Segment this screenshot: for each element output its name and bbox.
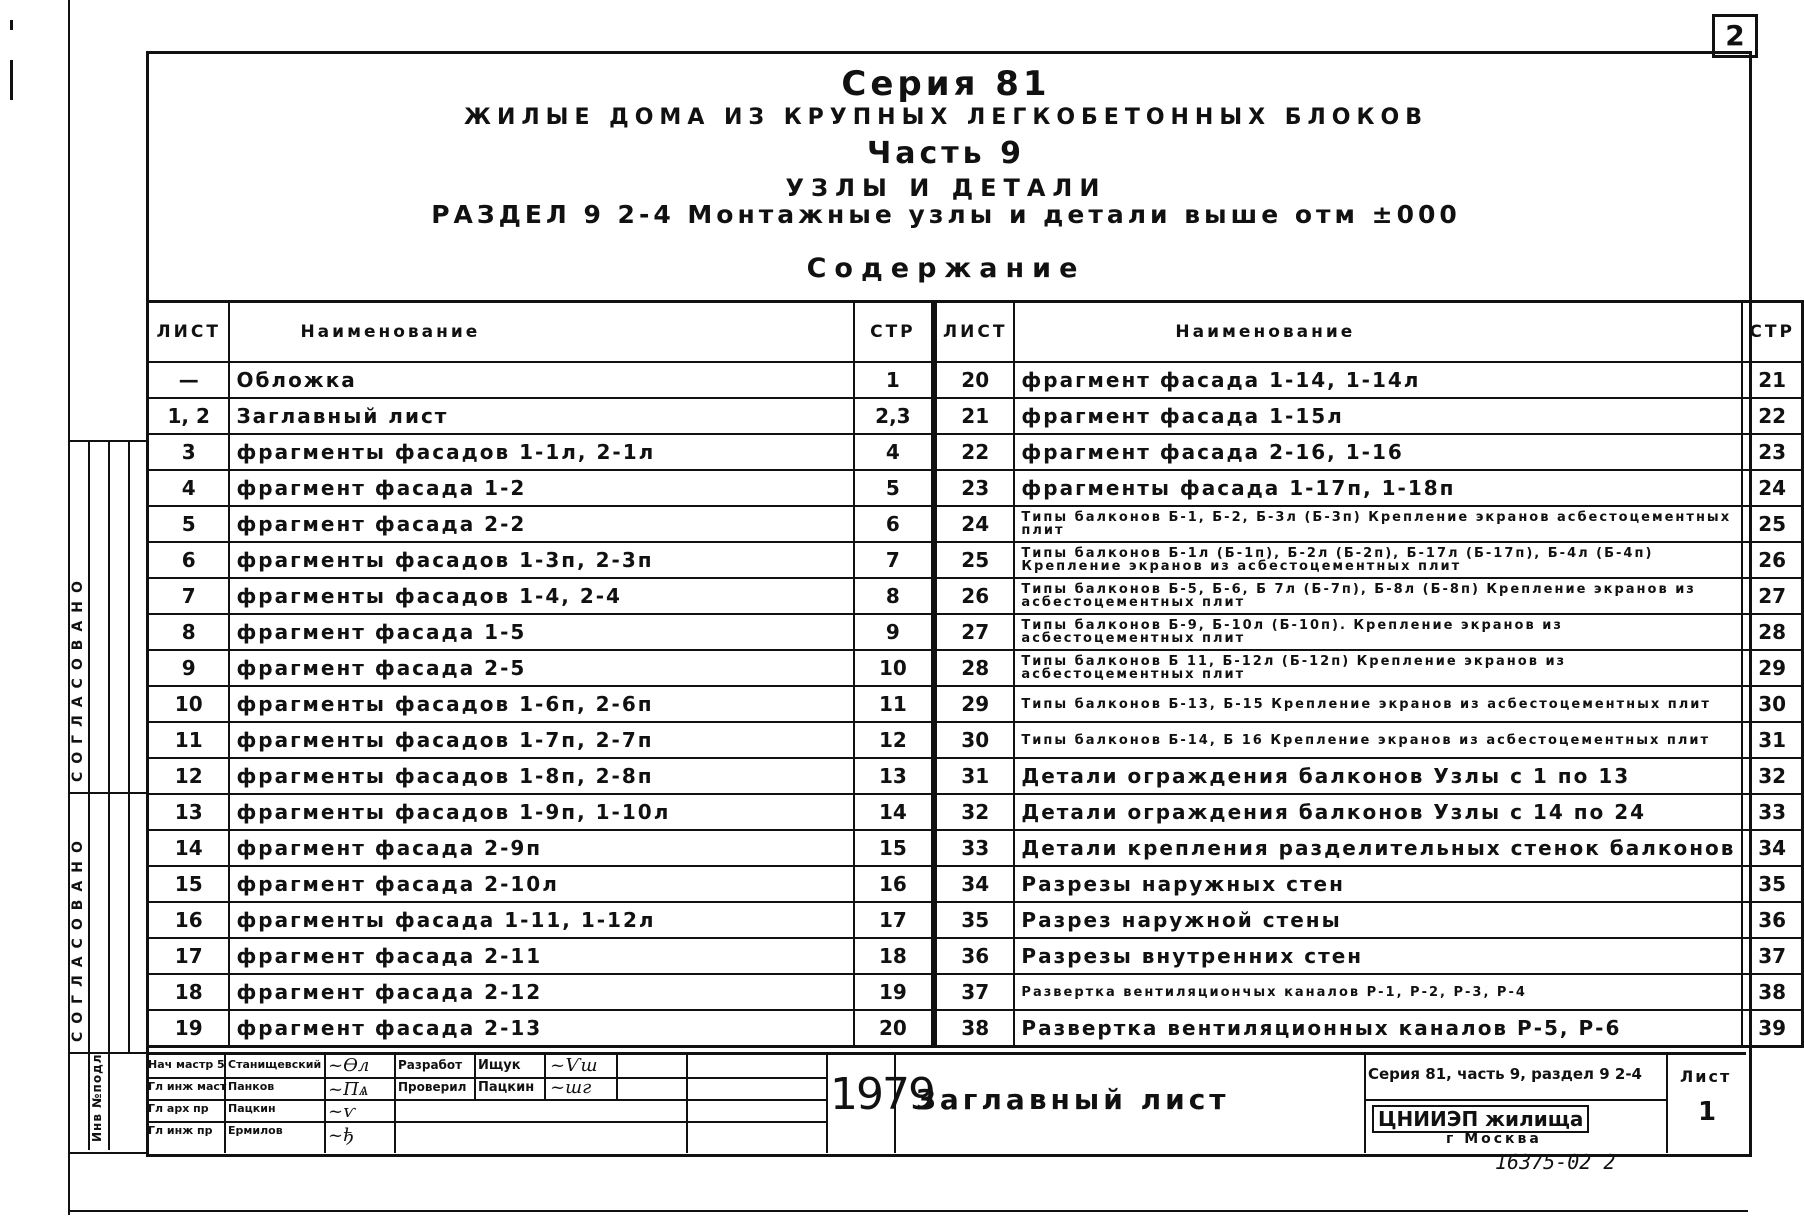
- item-name: Типы балконов Б-1, Б-2, Б-3л (Б-3п) Крепление экранов асбестоцементных плит: [1014, 506, 1742, 542]
- sheet-number: 22: [936, 434, 1015, 470]
- contents-row: [148, 902, 933, 938]
- page-number: 36: [1742, 902, 1802, 938]
- item-name: фрагмент фасада 2-16, 1-16: [1014, 434, 1742, 470]
- staff-name: Панков: [228, 1080, 275, 1093]
- page-number: 2,3: [854, 398, 933, 434]
- page-number: 34: [1742, 830, 1802, 866]
- page-number: 9: [854, 614, 933, 650]
- sheet-number: 29: [936, 686, 1015, 722]
- document-number: 16375-02 2: [1495, 1150, 1616, 1174]
- item-name: фрагменты фасада 1-17п, 1-18п: [1014, 470, 1742, 506]
- contents-row: [936, 578, 1803, 614]
- col-header-name: Наименование: [1014, 302, 1742, 363]
- sheet-number: —: [148, 362, 230, 398]
- col-header-page: СТР: [854, 302, 933, 363]
- sheet-number: 18: [148, 974, 230, 1010]
- sheet-number: 23: [936, 470, 1015, 506]
- page-number: 5: [854, 470, 933, 506]
- page-number: 1: [854, 362, 933, 398]
- contents-row: [936, 434, 1803, 470]
- item-name: Разрезы внутренних стен: [1014, 938, 1742, 974]
- staff-name: Станищевский: [228, 1058, 322, 1071]
- contents-row: [936, 830, 1803, 866]
- contents-row: [936, 794, 1803, 830]
- series-title: Серия 81: [841, 64, 1051, 104]
- signature-4: ~ђ: [328, 1125, 355, 1146]
- sheet-number: 33: [936, 830, 1015, 866]
- page-number: 37: [1742, 938, 1802, 974]
- signature-3: ~ѵ: [328, 1101, 356, 1122]
- page-number: 15: [854, 830, 933, 866]
- item-name: Типы балконов Б-13, Б-15 Крепление экранов из асбестоцементных плит: [1014, 686, 1742, 722]
- staff-role: Гл инж маст: [148, 1080, 227, 1093]
- contents-row: [148, 362, 933, 398]
- item-name: Детали ограждения балконов Узлы с 14 по 24: [1014, 794, 1742, 830]
- contents-row: [148, 1010, 933, 1047]
- item-name: Обложка: [229, 362, 853, 398]
- contents-row: [936, 686, 1803, 722]
- page-number: 6: [854, 506, 933, 542]
- item-name: фрагменты фасадов 1-8п, 2-8п: [229, 758, 853, 794]
- signature-1: ~Ѳл: [328, 1055, 370, 1076]
- item-name: Заглавный лист: [229, 398, 853, 434]
- sheet-number: 27: [936, 614, 1015, 650]
- page-number: 12: [854, 722, 933, 758]
- sheet-number: 14: [148, 830, 230, 866]
- col-header-page: СТР: [1742, 302, 1802, 363]
- signature-6: ~шг: [550, 1077, 592, 1098]
- signature-5: ~Ѵш: [550, 1055, 598, 1076]
- item-name: Детали крепления разделительных стенок балконов: [1014, 830, 1742, 866]
- page-number: 13: [854, 758, 933, 794]
- contents-title: Содержание: [806, 253, 1086, 284]
- sheet-number: 36: [936, 938, 1015, 974]
- margin-mark: [10, 20, 13, 30]
- sheet-number: 28: [936, 650, 1015, 686]
- subject-title: ЖИЛЫЕ ДОМА ИЗ КРУПНЫХ ЛЕГКОБЕТОННЫХ БЛОКОВ: [464, 105, 1428, 130]
- contents-row: [148, 686, 933, 722]
- item-name: фрагменты фасадов 1-6п, 2-6п: [229, 686, 853, 722]
- sheet-title: Заглавный лист: [916, 1083, 1230, 1116]
- sheet-number: 38: [936, 1010, 1015, 1047]
- item-name: фрагмент фасада 2-5: [229, 650, 853, 686]
- page-number: 19: [854, 974, 933, 1010]
- item-name: фрагменты фасадов 1-3п, 2-3п: [229, 542, 853, 578]
- contents-row: [148, 758, 933, 794]
- item-name: фрагмент фасада 2-12: [229, 974, 853, 1010]
- contents-row: [936, 470, 1803, 506]
- item-name: Типы балконов Б-14, Б 16 Крепление экранов из асбестоцементных плит: [1014, 722, 1742, 758]
- page-number: 27: [1742, 578, 1802, 614]
- contents-row: [936, 938, 1803, 974]
- contents-row: [936, 758, 1803, 794]
- sheet-number: 19: [148, 1010, 230, 1047]
- contents-row: [936, 902, 1803, 938]
- page-number: 17: [854, 902, 933, 938]
- organization: ЦНИИЭП жилища: [1372, 1105, 1589, 1133]
- contents-row: [936, 506, 1803, 542]
- contents-row: [148, 470, 933, 506]
- checked-name: Пацкин: [478, 1080, 535, 1095]
- contents-table-right: [934, 300, 1804, 1048]
- item-name: Разрезы наружных стен: [1014, 866, 1742, 902]
- item-name: фрагмент фасада 1-2: [229, 470, 853, 506]
- item-name: фрагмент фасада 1-14, 1-14л: [1014, 362, 1742, 398]
- sheet-number: 26: [936, 578, 1015, 614]
- agreed-label-1: СОГЛАСОВАНО: [70, 573, 86, 782]
- page-number: 10: [854, 650, 933, 686]
- item-name: фрагменты фасадов 1-4, 2-4: [229, 578, 853, 614]
- sheet-number: 6: [148, 542, 230, 578]
- sheet-number: 21: [936, 398, 1015, 434]
- item-name: фрагмент фасада 2-9п: [229, 830, 853, 866]
- col-header-sheet: ЛИСТ: [148, 302, 230, 363]
- sheet-number: 8: [148, 614, 230, 650]
- page-number: 8: [854, 578, 933, 614]
- contents-row: [148, 578, 933, 614]
- contents-row: [148, 614, 933, 650]
- sheet-number: 35: [936, 902, 1015, 938]
- sheet-number: 32: [936, 794, 1015, 830]
- item-name: фрагменты фасадов 1-1л, 2-1л: [229, 434, 853, 470]
- sheet-number: 37: [936, 974, 1015, 1010]
- developed-label: Разработ: [398, 1058, 463, 1072]
- item-name: фрагмент фасада 1-5: [229, 614, 853, 650]
- item-name: фрагменты фасадов 1-7п, 2-7п: [229, 722, 853, 758]
- page-number: 23: [1742, 434, 1802, 470]
- page-number: 25: [1742, 506, 1802, 542]
- sheet-number: 25: [936, 542, 1015, 578]
- page-number: 32: [1742, 758, 1802, 794]
- contents-row: [148, 506, 933, 542]
- page-number: 38: [1742, 974, 1802, 1010]
- contents-row: [936, 974, 1803, 1010]
- page-number: 35: [1742, 866, 1802, 902]
- page-number: 21: [1742, 362, 1802, 398]
- signature-2: ~Пѧ: [328, 1079, 369, 1100]
- item-name: фрагмент фасада 2-2: [229, 506, 853, 542]
- sheet-number: 12: [148, 758, 230, 794]
- item-name: фрагмент фасада 2-11: [229, 938, 853, 974]
- contents-row: [936, 542, 1803, 578]
- page-number: 33: [1742, 794, 1802, 830]
- contents-row: [148, 974, 933, 1010]
- contents-row: [936, 398, 1803, 434]
- sheet-number: 7: [148, 578, 230, 614]
- page-number: 20: [854, 1010, 933, 1047]
- page-number: 14: [854, 794, 933, 830]
- item-name: Типы балконов Б-5, Б-6, Б 7л (Б-7п), Б-8л (Б-8п) Крепление экранов из асбестоцементных плит: [1014, 578, 1742, 614]
- page-number: 18: [854, 938, 933, 974]
- title-block: [146, 1052, 1746, 1153]
- item-name: фрагмент фасада 2-10л: [229, 866, 853, 902]
- sheet-number: 10: [148, 686, 230, 722]
- item-name: Детали ограждения балконов Узлы с 1 по 13: [1014, 758, 1742, 794]
- col-header-name: Наименование: [229, 302, 853, 363]
- contents-row: [148, 866, 933, 902]
- page-number: 22: [1742, 398, 1802, 434]
- sheet-number: 31: [936, 758, 1015, 794]
- staff-role: Гл инж пр: [148, 1124, 213, 1137]
- part-title: Часть 9: [867, 136, 1025, 171]
- item-name: Типы балконов Б-9, Б-10л (Б-10п). Крепление экранов из асбестоцементных плит: [1014, 614, 1742, 650]
- sheet-number: 1, 2: [148, 398, 230, 434]
- item-name: фрагмент фасада 1-15л: [1014, 398, 1742, 434]
- page-number: 16: [854, 866, 933, 902]
- section-title: РАЗДЕЛ 9 2-4 Монтажные узлы и детали выше отм ±000: [431, 200, 1461, 229]
- page-number: 31: [1742, 722, 1802, 758]
- contents-row: [148, 650, 933, 686]
- item-name: фрагменты фасада 1-11, 1-12л: [229, 902, 853, 938]
- sheet-number: 13: [148, 794, 230, 830]
- contents-row: [936, 1010, 1803, 1047]
- page-number: 7: [854, 542, 933, 578]
- staff-name: Ермилов: [228, 1124, 283, 1137]
- contents-table-left: [146, 300, 934, 1048]
- page-number: 30: [1742, 686, 1802, 722]
- staff-role: Гл арх пр: [148, 1102, 209, 1115]
- sheet-number: 15: [148, 866, 230, 902]
- inventory-label: Инв №подл: [90, 1053, 104, 1142]
- page-number: 26: [1742, 542, 1802, 578]
- contents-row: [148, 434, 933, 470]
- sheet-corner-number: 2: [1712, 14, 1758, 58]
- page-number: 11: [854, 686, 933, 722]
- contents-row: [148, 938, 933, 974]
- page-number: 39: [1742, 1010, 1802, 1047]
- contents-row: [936, 362, 1803, 398]
- sheet-number: 24: [936, 506, 1015, 542]
- sheet-number: 30: [936, 722, 1015, 758]
- contents-row: [148, 794, 933, 830]
- developed-name: Ищук: [478, 1058, 521, 1073]
- item-name: Развертка вентиляциончых каналов Р-1, Р-2, Р-3, Р-4: [1014, 974, 1742, 1010]
- contents-row: [936, 614, 1803, 650]
- contents-row: [936, 650, 1803, 686]
- sheet-number: 17: [148, 938, 230, 974]
- item-name: Типы балконов Б-1л (Б-1п), Б-2л (Б-2п), Б-17л (Б-17п), Б-4л (Б-4п) Крепление экранов из асбестоцементных плит: [1014, 542, 1742, 578]
- year: 1979: [830, 1069, 934, 1120]
- item-name: Типы балконов Б 11, Б-12л (Б-12п) Крепление экранов из асбестоцементных плит: [1014, 650, 1742, 686]
- page-number: 29: [1742, 650, 1802, 686]
- sheet-number: 4: [148, 470, 230, 506]
- staff-role: Нач мастр 5: [148, 1058, 225, 1071]
- sheet-label: Лист: [1680, 1067, 1732, 1086]
- bottom-border-line: [68, 1210, 1748, 1212]
- contents-row: [148, 398, 933, 434]
- page-number: 28: [1742, 614, 1802, 650]
- approval-side-stamp: [68, 440, 148, 1154]
- sheet-number: 3: [148, 434, 230, 470]
- item-name: Развертка вентиляционных каналов Р-5, Р-6: [1014, 1010, 1742, 1047]
- sheet-number: 5: [148, 506, 230, 542]
- page-number: 4: [854, 434, 933, 470]
- item-name: фрагменты фасадов 1-9п, 1-10л: [229, 794, 853, 830]
- col-header-sheet: ЛИСТ: [936, 302, 1015, 363]
- sheet-number: 9: [148, 650, 230, 686]
- series-reference: Серия 81, часть 9, раздел 9 2-4: [1368, 1065, 1642, 1083]
- sheet-number: 16: [148, 902, 230, 938]
- sheet-number: 34: [936, 866, 1015, 902]
- staff-name: Пацкин: [228, 1102, 276, 1115]
- sheet-value: 1: [1698, 1097, 1717, 1127]
- margin-mark: [10, 60, 13, 100]
- contents-row: [148, 722, 933, 758]
- contents-row: [936, 866, 1803, 902]
- item-name: фрагмент фасада 2-13: [229, 1010, 853, 1047]
- item-name: Разрез наружной стены: [1014, 902, 1742, 938]
- agreed-label-2: СОГЛАСОВАНО: [70, 833, 86, 1042]
- contents-row: [148, 542, 933, 578]
- part-subject-title: УЗЛЫ И ДЕТАЛИ: [785, 174, 1107, 202]
- sheet-number: 11: [148, 722, 230, 758]
- contents-row: [148, 830, 933, 866]
- city: г Москва: [1446, 1131, 1542, 1147]
- checked-label: Проверил: [398, 1080, 467, 1094]
- page-number: 24: [1742, 470, 1802, 506]
- contents-row: [936, 722, 1803, 758]
- sheet-number: 20: [936, 362, 1015, 398]
